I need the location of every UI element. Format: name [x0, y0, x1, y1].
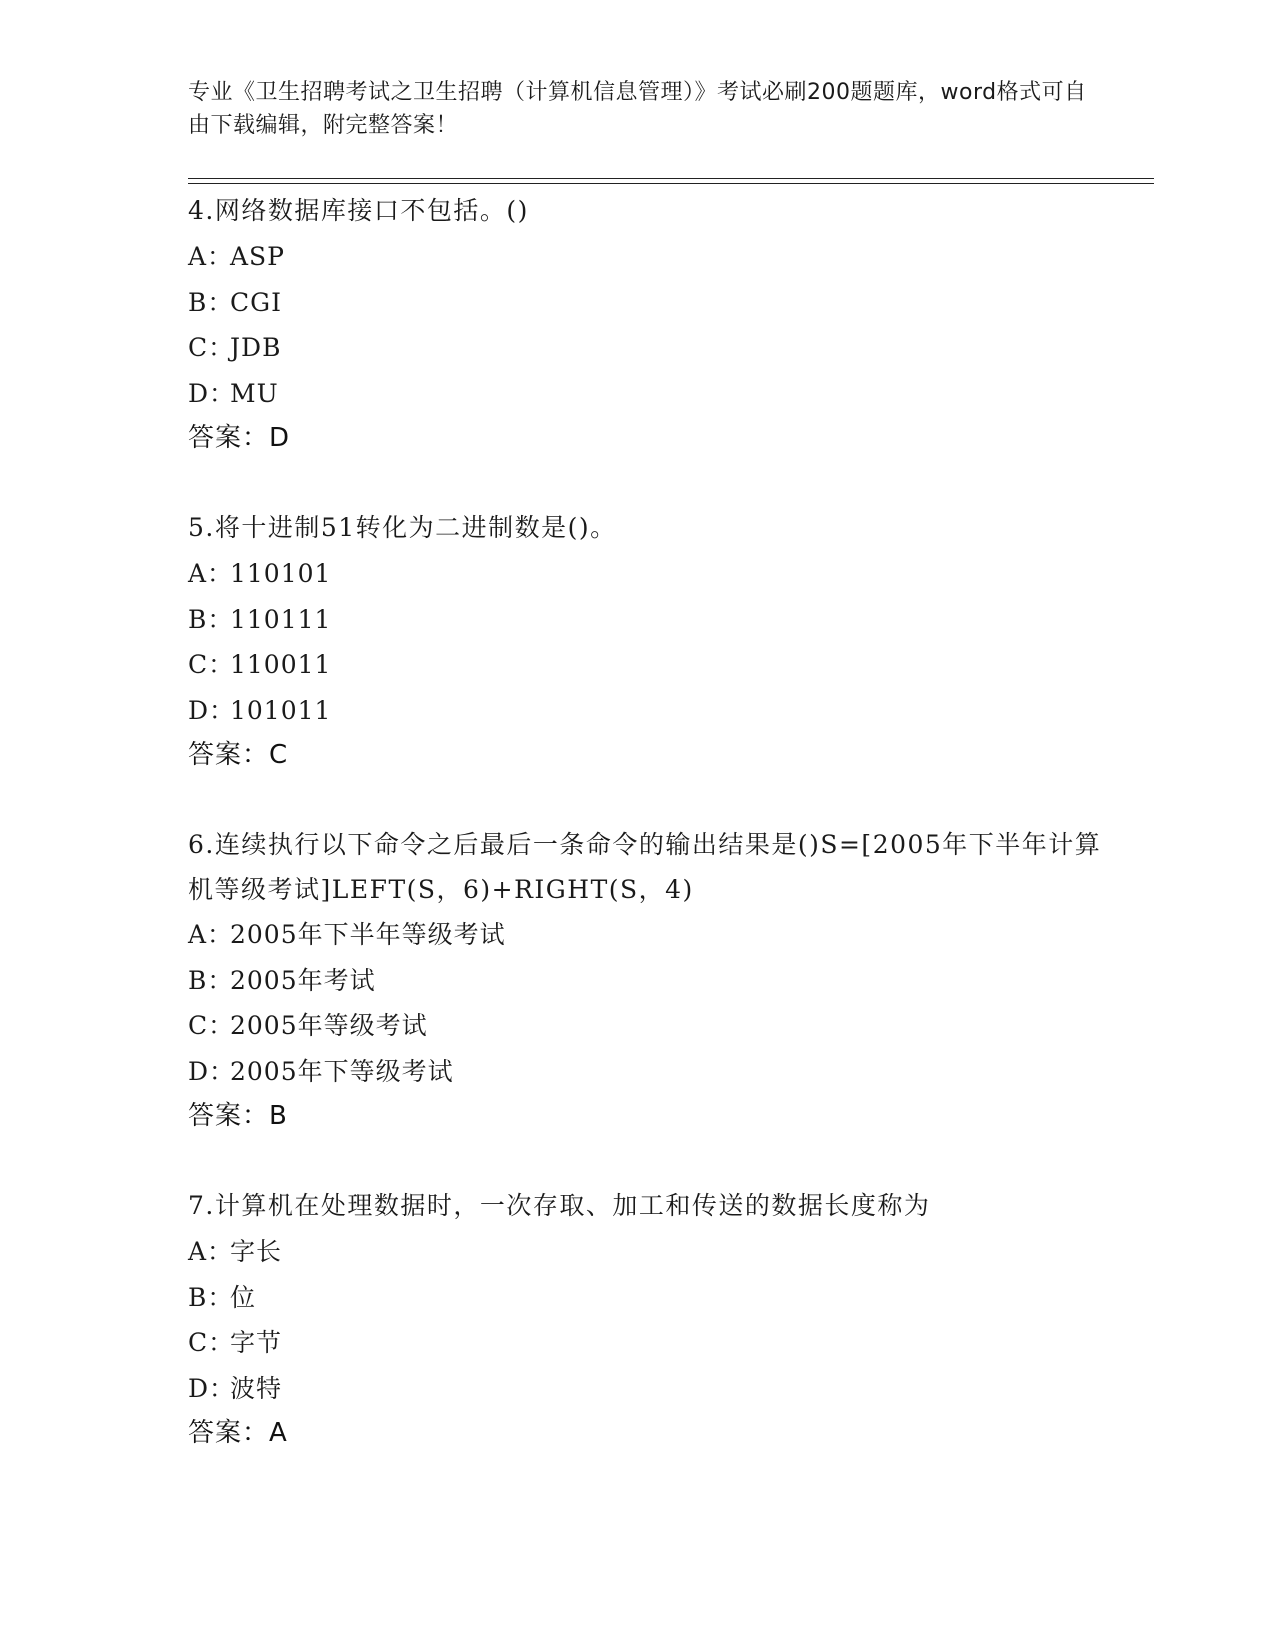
- option-text: 字节: [230, 1328, 283, 1357]
- option-text: 110101: [230, 559, 332, 588]
- option-text: 101011: [230, 695, 332, 725]
- option-text: 波特: [230, 1373, 283, 1403]
- option-a: [188, 551, 1108, 597]
- option-letter: D：: [188, 695, 236, 725]
- option-letter: B：: [188, 965, 234, 995]
- question-item: [188, 188, 1108, 461]
- answer-line: 答案：A: [188, 1418, 288, 1448]
- option-letter: A：: [188, 242, 234, 271]
- question-stem: 6.连续执行以下命令之后最后一条命令的输出结果是()S=[2005年下半年计算机等级考试]LEFT(S，6)+RIGHT(S，4): [188, 830, 1102, 904]
- option-text: 2005年下半年等级考试: [230, 920, 506, 949]
- option-letter: B：: [188, 1282, 234, 1312]
- option-letter: D：: [188, 1056, 236, 1086]
- document-header: 专业《卫生招聘考试之卫生招聘（计算机信息管理）》考试必刷200题题库，word格式可自由下载编辑，附完整答案！: [188, 80, 1087, 138]
- option-b: [188, 280, 1108, 326]
- option-text: JDB: [230, 333, 282, 362]
- option-letter: C：: [188, 1328, 235, 1357]
- question-stem: 5.将十进制51转化为二进制数是()。: [188, 513, 617, 542]
- option-letter: C：: [188, 1011, 235, 1040]
- question-stem: 7.计算机在处理数据时，一次存取、加工和传送的数据长度称为: [188, 1191, 931, 1220]
- option-text: CGI: [230, 287, 282, 317]
- option-text: 2005年下等级考试: [230, 1056, 454, 1086]
- option-c: [188, 1003, 1108, 1049]
- question-stem: 4.网络数据库接口不包括。(): [188, 196, 529, 225]
- question-item: [188, 1183, 1108, 1456]
- option-letter: A：: [188, 559, 234, 588]
- option-letter: A：: [188, 920, 234, 949]
- option-letter: C：: [188, 333, 235, 362]
- option-b: [188, 597, 1108, 643]
- option-letter: A：: [188, 1237, 234, 1266]
- option-b: [188, 958, 1108, 1004]
- option-b: [188, 1275, 1108, 1321]
- option-a: [188, 1229, 1108, 1275]
- option-d: [188, 688, 1108, 734]
- option-c: [188, 1320, 1108, 1366]
- option-d: [188, 1366, 1108, 1412]
- header-divider-top: [188, 178, 1154, 179]
- option-letter: B：: [188, 287, 234, 317]
- header-divider-bottom: [188, 183, 1154, 184]
- option-letter: B：: [188, 604, 234, 634]
- option-a: [188, 234, 1108, 280]
- option-text: 字长: [230, 1237, 283, 1266]
- answer-line: 答案：B: [188, 1101, 288, 1131]
- option-c: [188, 642, 1108, 688]
- answer-line: 答案：D: [188, 423, 291, 453]
- option-text: 110111: [230, 604, 332, 634]
- option-text: ASP: [230, 242, 286, 271]
- answer-line: 答案：C: [188, 740, 289, 770]
- option-text: 110011: [230, 650, 332, 679]
- option-text: 位: [230, 1282, 257, 1312]
- question-list: [188, 188, 1108, 1500]
- option-letter: D：: [188, 378, 236, 408]
- question-item: [188, 505, 1108, 778]
- question-item: [188, 822, 1108, 1139]
- option-text: 2005年考试: [230, 965, 376, 995]
- option-d: [188, 1049, 1108, 1095]
- option-letter: C：: [188, 650, 235, 679]
- option-d: [188, 371, 1108, 417]
- option-a: [188, 912, 1108, 958]
- option-letter: D：: [188, 1373, 236, 1403]
- option-text: 2005年等级考试: [230, 1011, 428, 1040]
- option-c: [188, 325, 1108, 371]
- option-text: MU: [230, 378, 279, 408]
